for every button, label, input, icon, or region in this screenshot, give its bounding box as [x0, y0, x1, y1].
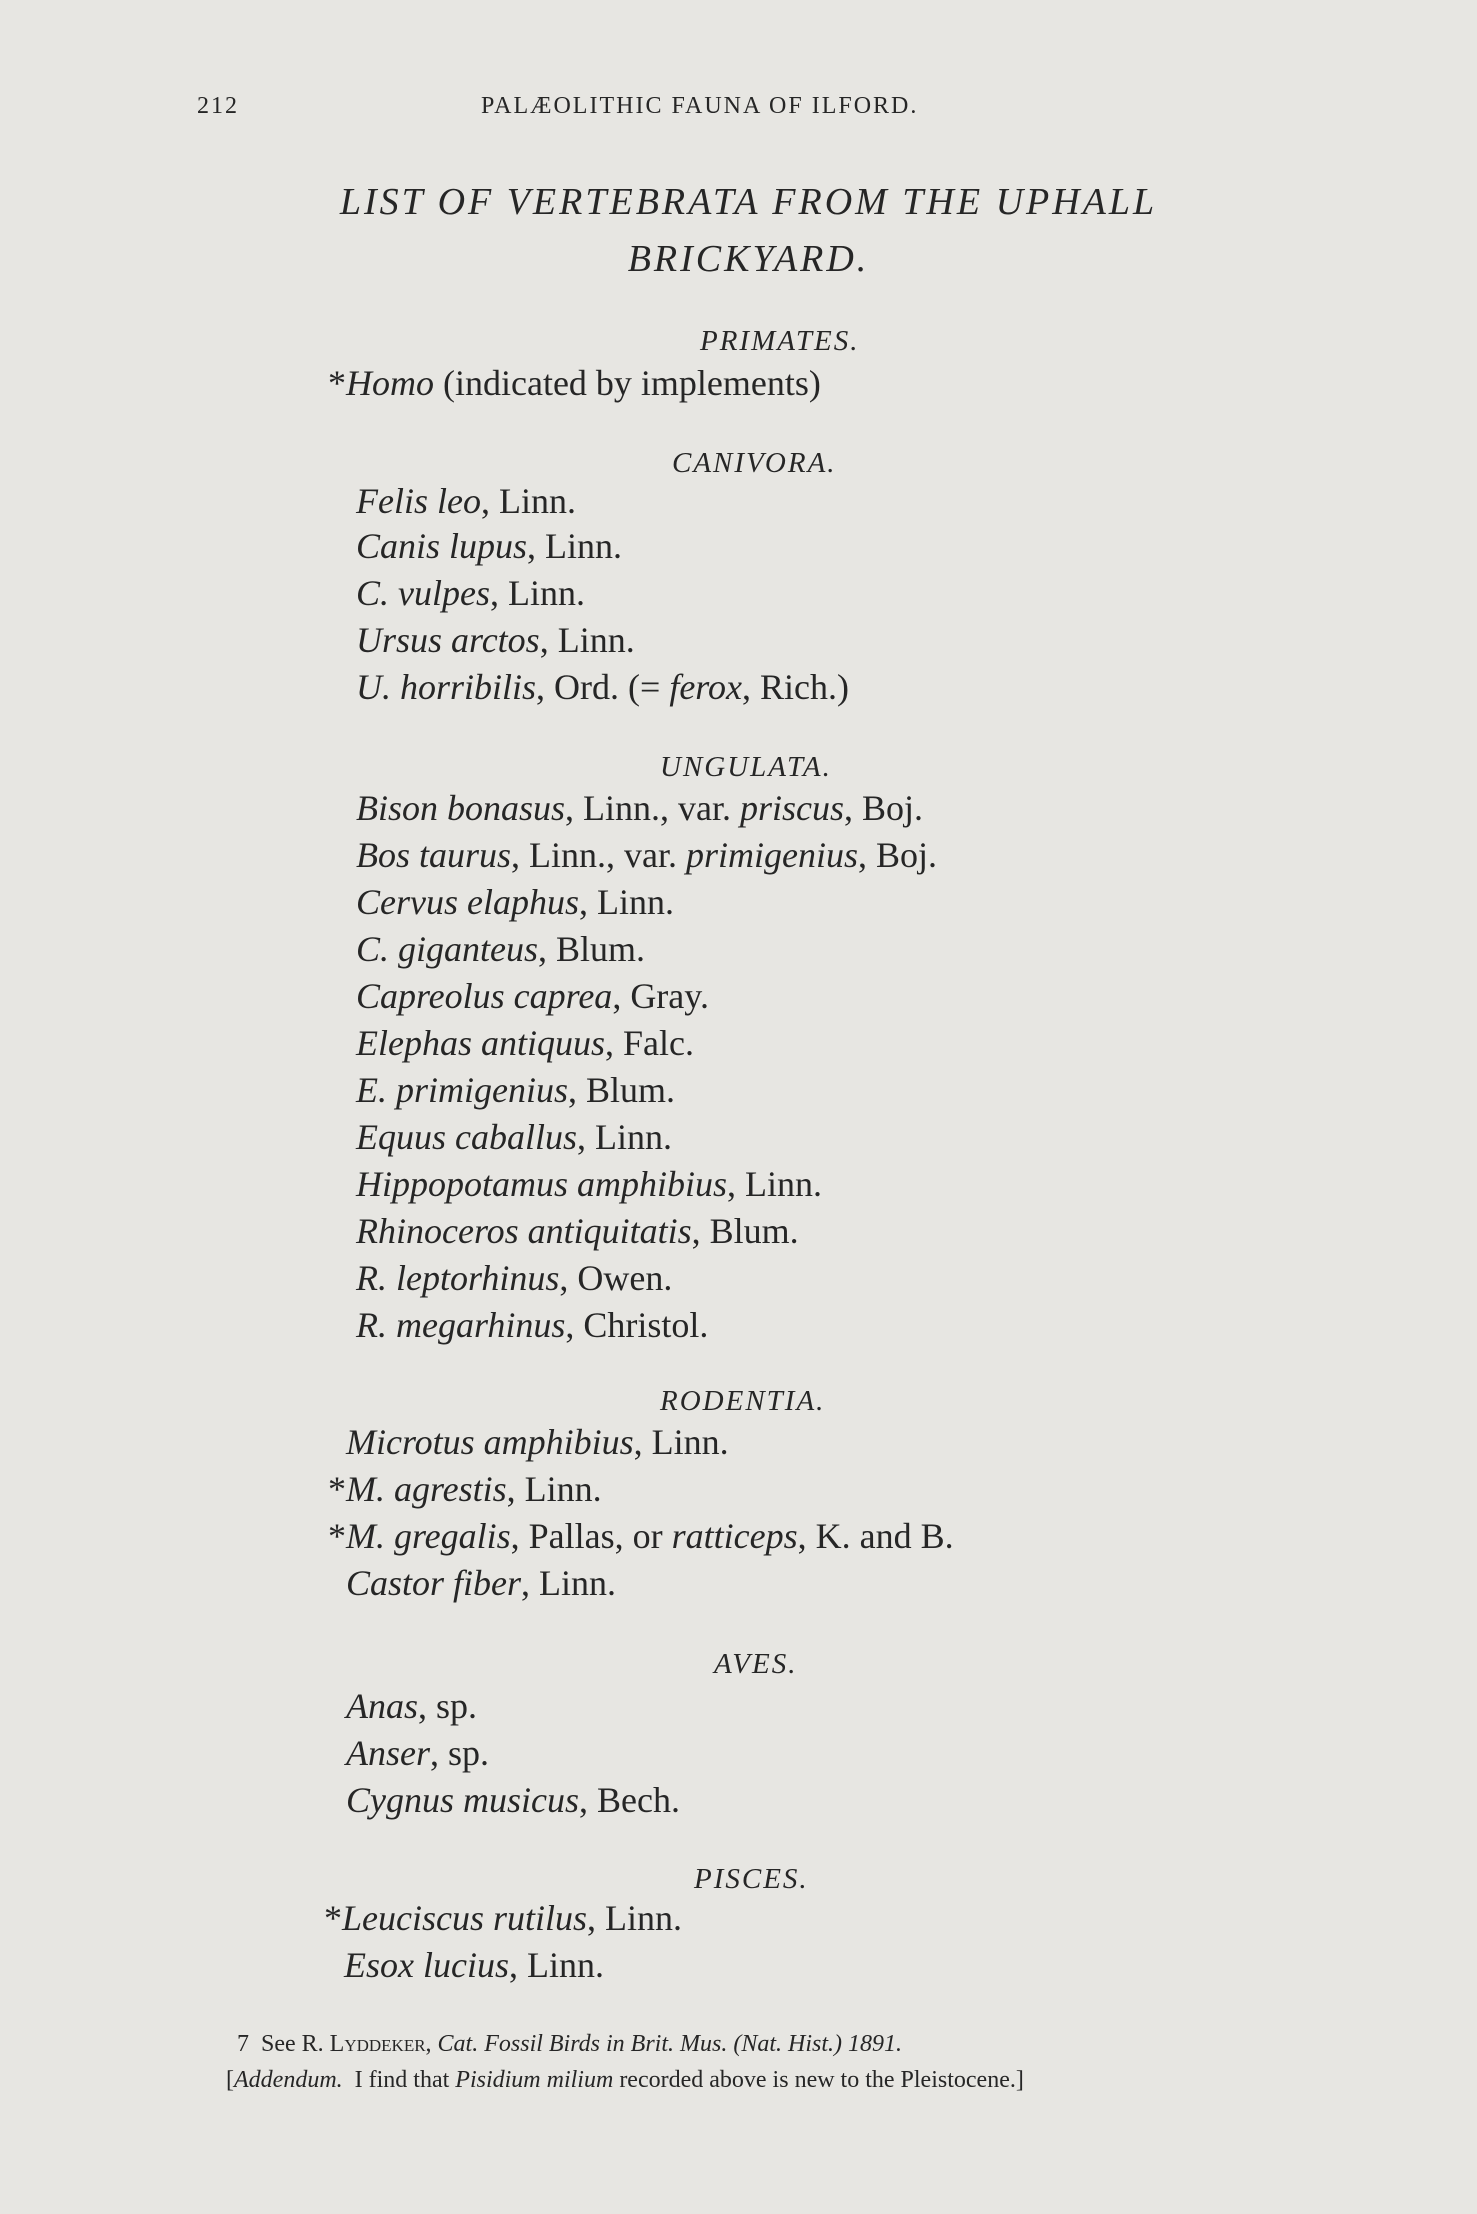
authority: , K. and B.	[797, 1516, 954, 1556]
taxon-name: Anser	[346, 1733, 430, 1773]
species-entry	[346, 1732, 489, 1774]
taxon-name: Microtus amphibius	[346, 1422, 634, 1462]
running-title: PALÆOLITHIC FAUNA OF ILFORD.	[481, 93, 919, 119]
species-entry	[324, 1897, 682, 1939]
species-entry	[356, 1022, 694, 1064]
section-heading-canivora: CANIVORA.	[672, 447, 837, 479]
taxon-name: C. giganteus	[356, 929, 539, 969]
species-entry	[356, 1163, 822, 1205]
authority: , Owen.	[559, 1258, 673, 1298]
authority: , Blum.	[691, 1211, 799, 1251]
section-heading-primates: PRIMATES.	[700, 325, 860, 357]
species-entry	[356, 928, 645, 970]
synonym-name: ferox	[669, 667, 742, 707]
taxon-name: Ursus arctos	[356, 620, 540, 660]
list-title-line-2: BRICKYARD.	[627, 238, 870, 280]
footnote-7: 7 See R. Lyddeker, Cat. Fossil Birds in Brit. Mus. (Nat. Hist.) 1891.	[237, 2031, 903, 2057]
species-entry	[356, 881, 674, 923]
page-number: 212	[197, 93, 239, 119]
species-entry	[346, 1562, 616, 1604]
taxon-name: Hippopotamus amphibius	[356, 1164, 728, 1204]
species-entry	[356, 1257, 672, 1299]
variety-name: primigenius	[686, 835, 859, 875]
authority: , Linn.	[508, 1945, 604, 1985]
authority: , Linn., var.	[511, 835, 687, 875]
authority: , Boj.	[858, 835, 938, 875]
entry-note: (indicated by implements)	[434, 363, 821, 403]
authority: , Linn.	[527, 526, 623, 566]
authority: , Gray.	[612, 976, 709, 1016]
species-entry	[356, 572, 585, 614]
species-entry	[356, 834, 937, 876]
footnote-number: 7	[237, 2031, 249, 2057]
species-entry	[356, 666, 849, 708]
species-entry	[356, 1210, 799, 1252]
section-heading-ungulata: UNGULATA.	[660, 751, 832, 783]
species-entry	[356, 1116, 672, 1158]
taxon-name: Bison bonasus	[356, 788, 566, 828]
taxon-name: Esox lucius	[344, 1945, 509, 1985]
taxon-name: E. primigenius	[356, 1070, 568, 1110]
taxon-name: R. leptorhinus	[356, 1258, 560, 1298]
taxon-name: M. agrestis	[346, 1469, 507, 1509]
species-entry	[356, 480, 576, 522]
species-entry	[356, 975, 709, 1017]
addendum-taxon: Pisidium milium	[455, 2067, 614, 2093]
authority: , Blum.	[538, 929, 646, 969]
authority: , Bech.	[579, 1780, 680, 1820]
species-entry	[346, 1779, 680, 1821]
authority: , Ord. (=	[536, 667, 670, 707]
species-entry	[328, 1468, 602, 1510]
authority: , Linn.	[489, 573, 585, 613]
section-heading-aves: AVES.	[714, 1648, 798, 1680]
authority: , Linn.	[521, 1563, 617, 1603]
authority: , sp.	[418, 1686, 478, 1726]
authority: , Rich.)	[741, 667, 849, 707]
footnote-author: R. Lyddeker	[301, 2031, 426, 2057]
section-heading-pisces: PISCES.	[694, 1863, 809, 1895]
authority: , Linn.	[506, 1469, 602, 1509]
extinct-mark: *	[328, 363, 346, 403]
footnote-work: Cat. Fossil Birds in Brit. Mus. (Nat. Hist.) 1891.	[437, 2031, 903, 2057]
taxon-name: Homo	[346, 363, 434, 403]
addendum-label: Addendum.	[234, 2067, 343, 2093]
authority: , Linn., var.	[565, 788, 741, 828]
taxon-name: Felis leo	[356, 481, 481, 521]
authority: , Linn.	[577, 1117, 672, 1157]
authority: , sp.	[430, 1733, 490, 1773]
species-entry	[356, 1304, 708, 1346]
taxon-name: R. megarhinus	[356, 1305, 566, 1345]
taxon-name: Cervus elaphus	[356, 882, 579, 922]
authority: , Christol.	[565, 1305, 709, 1345]
taxon-name: Castor fiber	[346, 1563, 522, 1603]
species-entry	[356, 619, 635, 661]
section-heading-rodentia: RODENTIA.	[660, 1385, 826, 1417]
authority: , Linn.	[633, 1422, 729, 1462]
taxon-name: Cygnus musicus	[346, 1780, 579, 1820]
taxon-name: C. vulpes	[356, 573, 490, 613]
list-title-line-1: LIST OF VERTEBRATA FROM THE UPHALL	[339, 181, 1158, 223]
authority: , Linn.	[727, 1164, 823, 1204]
extinct-mark: *	[324, 1898, 342, 1938]
authority: , Linn.	[587, 1898, 683, 1938]
authority: , Blum.	[568, 1070, 676, 1110]
taxon-name: Canis lupus	[356, 526, 528, 566]
taxon-name: Capreolus caprea	[356, 976, 613, 1016]
taxon-name: Leuciscus rutilus	[342, 1898, 588, 1938]
authority: , Linn.	[578, 882, 674, 922]
variety-name: priscus	[740, 788, 845, 828]
taxon-name: Bos taurus	[356, 835, 512, 875]
species-entry	[328, 1515, 954, 1557]
authority: , Pallas, or	[510, 1516, 672, 1556]
synonym-name: ratticeps	[671, 1516, 798, 1556]
authority: , Boj.	[844, 788, 924, 828]
extinct-mark: *	[328, 1516, 346, 1556]
species-entry	[346, 1685, 477, 1727]
species-entry	[356, 787, 923, 829]
authority: , Falc.	[605, 1023, 694, 1063]
taxon-name: Equus caballus	[356, 1117, 577, 1157]
taxon-name: Elephas antiquus	[356, 1023, 605, 1063]
addendum-note: [Addendum. I find that Pisidium milium recorded above is new to the Pleistocene.]	[226, 2067, 1024, 2093]
authority: , Linn.	[539, 620, 635, 660]
species-entry	[356, 1069, 675, 1111]
taxon-name: M. gregalis	[346, 1516, 511, 1556]
species-entry	[356, 525, 622, 567]
species-entry-homo	[328, 362, 821, 404]
species-entry	[344, 1944, 604, 1986]
taxon-name: U. horribilis	[356, 667, 537, 707]
taxon-name: Rhinoceros antiquitatis	[356, 1211, 692, 1251]
extinct-mark: *	[328, 1469, 346, 1509]
authority: , Linn.	[480, 481, 576, 521]
taxon-name: Anas	[346, 1686, 418, 1726]
species-entry	[346, 1421, 729, 1463]
